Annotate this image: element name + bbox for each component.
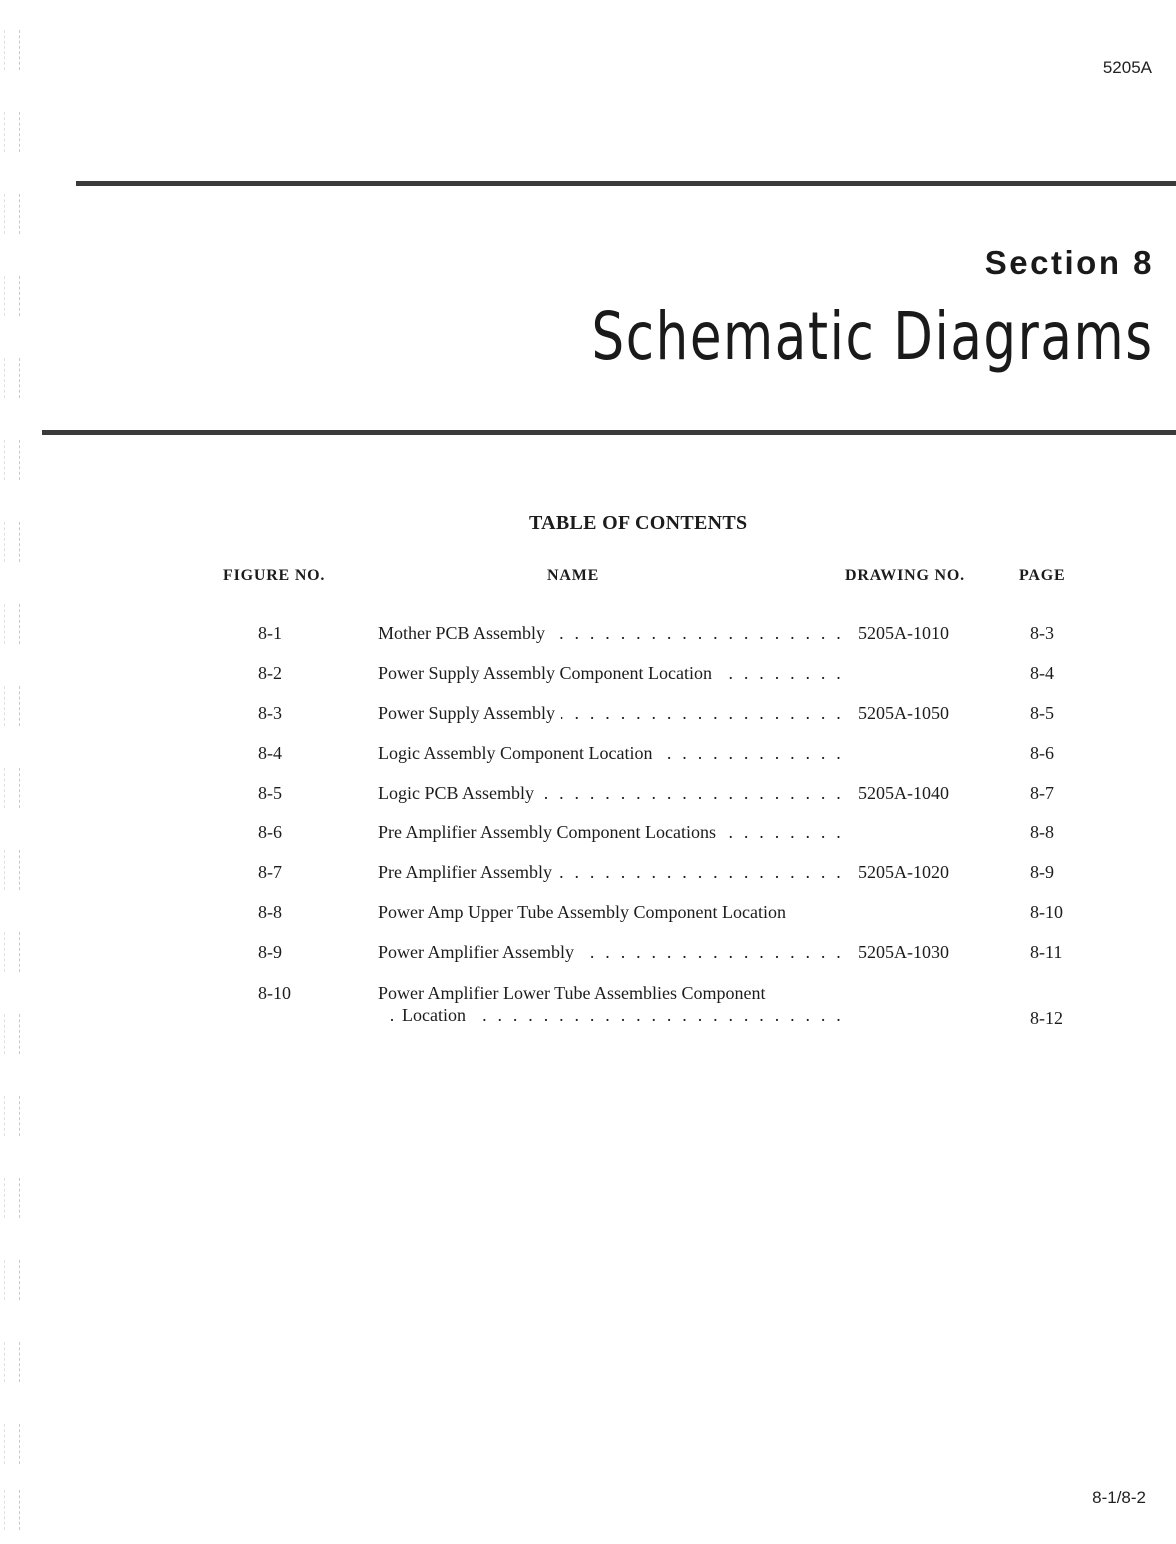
figure-name: Power Amp Upper Tube Assembly Component Location	[378, 901, 848, 923]
section-label: Section 8	[984, 244, 1154, 281]
column-header-page: PAGE	[1019, 567, 1066, 584]
figure-name: Power Amplifier Assembly . . .	[378, 941, 848, 963]
section-title: Schematic Diagrams	[591, 298, 1154, 375]
figure-name: Logic Assembly Component Location . . .	[378, 742, 848, 764]
column-header-name: NAME	[547, 567, 600, 584]
page-ref: 8-12	[1030, 1008, 1063, 1028]
column-header-figure: FIGURE NO.	[223, 567, 326, 584]
figure-name: Power Amplifier Lower Tube Assemblies Component Location . . .	[378, 982, 848, 1026]
top-divider	[76, 181, 1176, 186]
page-ref: 8-5	[1030, 703, 1054, 723]
page-ref: 8-8	[1030, 822, 1054, 842]
figure-name: Power Supply Assembly Component Location . . .	[378, 662, 848, 684]
figure-name: Power Supply Assembly . . .	[378, 702, 848, 724]
figure-number: 8-4	[258, 743, 282, 763]
figure-number: 8-7	[258, 862, 282, 882]
drawing-number: 5205A-1040	[858, 783, 949, 803]
page-ref: 8-6	[1030, 743, 1054, 763]
toc-heading: TABLE OF CONTENTS	[529, 512, 748, 534]
figure-number: 8-1	[258, 623, 282, 643]
drawing-number: 5205A-1050	[858, 703, 949, 723]
page-ref: 8-7	[1030, 783, 1054, 803]
page-ref: 8-9	[1030, 862, 1054, 882]
figure-name: Logic PCB Assembly . . .	[378, 782, 848, 804]
page-ref: 8-3	[1030, 623, 1054, 643]
drawing-number: 5205A-1020	[858, 862, 949, 882]
figure-name: Pre Amplifier Assembly Component Locations . . .	[378, 821, 848, 843]
figure-number: 8-8	[258, 902, 282, 922]
page-ref: 8-11	[1030, 942, 1063, 962]
page-number: 8-1/8-2	[1092, 1488, 1146, 1507]
figure-number: 8-3	[258, 703, 282, 723]
figure-number: 8-2	[258, 663, 282, 683]
figure-number: 8-6	[258, 822, 282, 842]
document-number: 5205A	[1102, 58, 1152, 77]
figure-name: Mother PCB Assembly . . .	[378, 622, 848, 644]
page-ref: 8-4	[1030, 663, 1054, 683]
figure-name: Pre Amplifier Assembly . . .	[378, 861, 848, 883]
drawing-number: 5205A-1030	[858, 942, 949, 962]
figure-number: 8-10	[258, 983, 291, 1003]
bottom-divider	[42, 430, 1176, 435]
binding-holes	[0, 0, 24, 1544]
drawing-number: 5205A-1010	[858, 623, 949, 643]
figure-number: 8-9	[258, 942, 282, 962]
figure-number: 8-5	[258, 783, 282, 803]
page-ref: 8-10	[1030, 902, 1063, 922]
column-header-drawing: DRAWING NO.	[845, 567, 965, 584]
